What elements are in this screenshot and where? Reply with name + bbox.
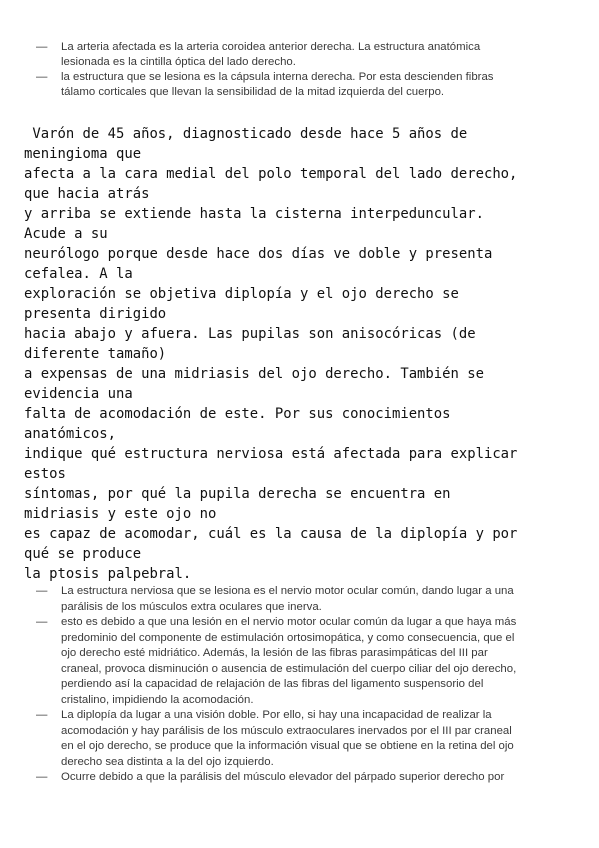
case-line: midriasis y este ojo no: [24, 506, 217, 522]
case-line: cefalea. A la: [24, 266, 133, 282]
answer-item: [0, 70, 599, 100]
answer-line: ojo derecho esté midriático. Además, la lesión de las fibras parasimpáticas del III par: [61, 647, 488, 659]
case-line: síntomas, por qué la pupila derecha se encuentra en: [24, 486, 451, 502]
case-line: afecta a la cara medial del polo temporal del lado derecho,: [24, 166, 518, 182]
answer-item: [0, 615, 599, 708]
case-line: es capaz de acomodar, cuál es la causa de la diplopía y por: [24, 526, 518, 542]
answer-item: [0, 584, 599, 615]
case-line: a expensas de una midriasis del ojo derecho. También se: [24, 366, 484, 382]
answer-list-bottom: [0, 584, 599, 786]
case-line: meningioma que: [24, 146, 142, 162]
answer-line: La diplopía da lugar a una visión doble. Por ello, si hay una incapacidad de realizar la: [61, 709, 492, 721]
dash-bullet: —: [36, 585, 48, 597]
answer-line: Ocurre debido a que la parálisis del músculo elevador del párpado superior derecho por: [61, 771, 505, 783]
answer-line: en el ojo derecho, se produce que la información visual que se obtiene en la retina del ojo: [61, 740, 514, 752]
answer-line: parálisis de los músculos extra oculares que inerva.: [61, 600, 322, 613]
answer-item: [0, 40, 599, 70]
case-line: hacia abajo y afuera. Las pupilas son anisocóricas (de: [24, 326, 476, 342]
case-line: la ptosis palpebral.: [24, 566, 192, 582]
answer-item: [0, 708, 599, 770]
answer-line: la estructura que se lesiona es la cápsula interna derecha. Por esta descienden fibras: [61, 71, 494, 83]
case-line: estos: [24, 466, 66, 482]
answer-list-top: [0, 40, 599, 100]
clinical-case-question: [24, 124, 584, 584]
answer-line: acomodación y hay parálisis de los músculo extraoculares inervados por el III par craneal: [61, 724, 512, 737]
dash-bullet: —: [36, 41, 48, 53]
case-line: Acude a su: [24, 226, 108, 242]
case-line: diferente tamaño): [24, 346, 167, 362]
case-line: exploración se objetiva diplopía y el ojo derecho se: [24, 286, 459, 302]
answer-line: predominio del componente de estimulación ortosimopática, y como consecuencia, que el: [61, 631, 515, 644]
answer-line: La estructura nerviosa que se lesiona es el nervio motor ocular común, dando lugar a una: [61, 585, 514, 597]
case-line: indique qué estructura nerviosa está afectada para explicar: [24, 446, 518, 462]
case-line: qué se produce: [24, 546, 142, 562]
answer-line: La arteria afectada es la arteria coroidea anterior derecha. La estructura anatómica: [61, 41, 481, 53]
answer-line: perdiendo así la capacidad de relajación de las fibras del ligamento suspensorio del: [61, 678, 484, 690]
answer-line: tálamo corticales que llevan la sensibilidad de la mitad izquierda del cuerpo.: [61, 86, 445, 98]
answer-line: cristalino, impidiendo la acomodación.: [61, 693, 254, 706]
answer-item: [0, 770, 599, 786]
case-line: Varón de 45 años, diagnosticado desde hace 5 años de: [24, 126, 468, 142]
answer-line: derecho sea distinta a la del ojo izquierdo.: [61, 755, 274, 768]
case-line: neurólogo porque desde hace dos días ve doble y presenta: [24, 246, 493, 262]
dash-bullet: —: [36, 709, 48, 721]
answer-line: lesionada es la cintilla óptica del lado derecho.: [61, 56, 296, 68]
case-line: anatómicos,: [24, 426, 116, 442]
answer-line: craneal, provoca disminución o ausencia de estimulación del cuerpo ciliar del ojo derecho,: [61, 662, 517, 675]
case-line: y arriba se extiende hasta la cisterna interpeduncular.: [24, 206, 484, 222]
dash-bullet: —: [36, 771, 48, 783]
dash-bullet: —: [36, 616, 48, 628]
dash-bullet: —: [36, 71, 48, 83]
case-line: evidencia una: [24, 386, 133, 402]
answer-line: esto es debido a que una lesión en el nervio motor ocular común da lugar a que haya más: [61, 616, 517, 628]
case-line: falta de acomodación de este. Por sus conocimientos: [24, 406, 451, 422]
case-line: presenta dirigido: [24, 306, 167, 322]
case-line: que hacia atrás: [24, 186, 150, 202]
